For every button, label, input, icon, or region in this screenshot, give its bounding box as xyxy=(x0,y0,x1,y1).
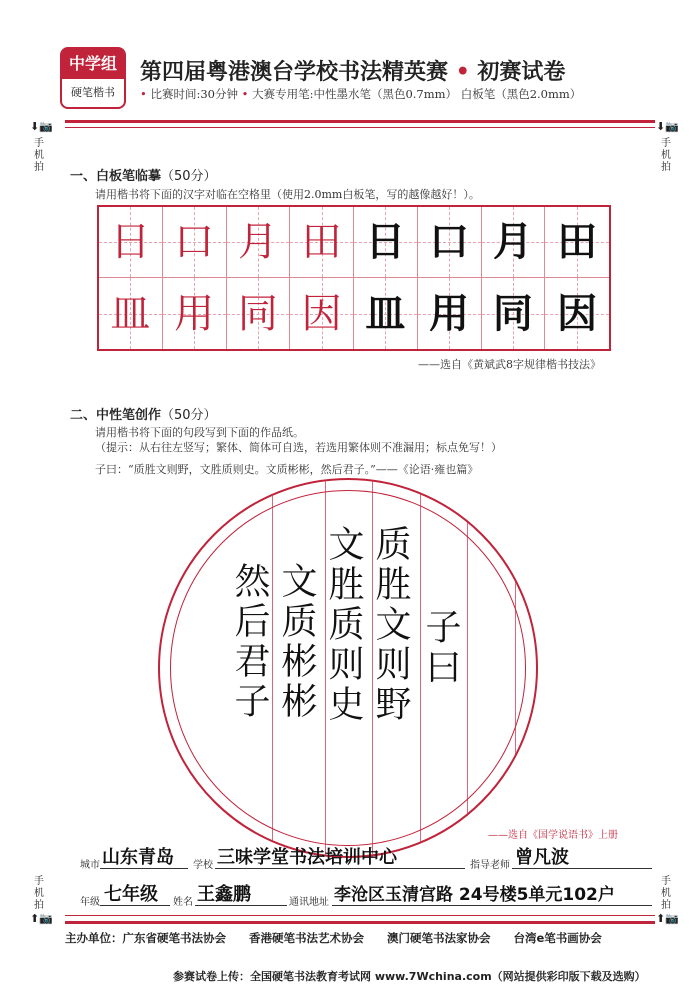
sub-time: 比赛时间:30分钟 xyxy=(150,87,238,101)
camera-icon: ⬆📷 xyxy=(30,912,53,925)
model-char: 同 xyxy=(237,290,278,337)
section2-title-text: 二、中性笔创作 xyxy=(70,408,162,423)
address-value: 李沧区玉清宫路 24号楼5单元102户 xyxy=(334,885,615,905)
written-char: 用 xyxy=(429,290,470,337)
written-char: 同 xyxy=(492,290,533,337)
host-organizations: 主办单位：广东省硬笔书法协会 香港硬笔书法艺术协会 澳门硬笔书法家协会 台湾e笔书画协会 xyxy=(65,931,602,945)
title-dot: • xyxy=(455,59,470,85)
model-char-cell xyxy=(227,278,291,349)
model-char-cell xyxy=(99,278,163,349)
category-badge xyxy=(60,47,126,109)
written-char-cell xyxy=(545,207,609,278)
written-char: 田 xyxy=(557,219,598,265)
written-char-cell xyxy=(354,278,418,349)
city-value: 山东青岛 xyxy=(102,847,174,868)
written-char: 口 xyxy=(429,219,470,265)
title-main: 第四届粤港澳台学校书法精英赛 xyxy=(140,59,449,85)
written-column: 然后君子 xyxy=(229,562,270,722)
camera-icon: ⬆📷 xyxy=(656,912,679,925)
written-char: 因 xyxy=(557,290,598,337)
side-label-right-top: 手机拍 xyxy=(661,138,671,173)
teacher-line xyxy=(512,868,652,869)
written-char-cell xyxy=(482,207,546,278)
bottom-rule-thin xyxy=(65,915,655,916)
address-label: 通讯地址 xyxy=(289,897,329,908)
section1-points: （50分） xyxy=(161,169,217,184)
written-char: 月 xyxy=(492,219,533,265)
side-label-right-bottom: 手机拍 xyxy=(661,876,671,911)
written-column: 文质彬彬 xyxy=(276,562,317,722)
badge-style: 硬笔楷书 xyxy=(71,86,115,99)
section2-instruction-2: （提示：从右往左竖写；繁体、简体可自选，若选用繁体则不准漏用；标点免写！） xyxy=(95,441,502,454)
section2-instruction-1: 请用楷书将下面的句段写到下面的作品纸。 xyxy=(95,426,304,439)
model-char: 月 xyxy=(237,219,278,265)
section1-source: ——选自《黄斌武8字规律楷书技法》 xyxy=(418,358,601,371)
name-value: 王鑫鹏 xyxy=(197,884,251,905)
school-label: 学校 xyxy=(193,860,213,871)
model-char-cell xyxy=(99,207,163,278)
section2-points: （50分） xyxy=(161,408,217,423)
side-label-left-bottom: 手机拍 xyxy=(34,876,44,911)
camera-icon: ⬇📷 xyxy=(30,120,53,133)
model-char: 用 xyxy=(174,290,215,337)
model-char: 口 xyxy=(174,219,215,265)
school-line xyxy=(215,868,465,869)
camera-icon: ⬇📷 xyxy=(656,120,679,133)
model-char-cell xyxy=(163,278,227,349)
side-label-left-top: 手机拍 xyxy=(34,138,44,173)
top-rule-thin xyxy=(65,127,655,128)
grade-line xyxy=(100,905,170,906)
model-char-cell xyxy=(163,207,227,278)
written-column: 文胜质则史 xyxy=(323,525,364,725)
top-rule xyxy=(65,120,655,123)
section2-source: ——选自《国学说语书》上册 xyxy=(488,830,618,841)
city-line xyxy=(100,868,188,869)
section1-title-text: 一、白板笔临摹 xyxy=(70,169,162,184)
teacher-value: 曾凡波 xyxy=(515,847,569,868)
section2-quote: 子曰：“质胜文则野，文胜质则史。文质彬彬，然后君子。”——《论语·雍也篇》 xyxy=(95,463,479,476)
written-char-cell xyxy=(545,278,609,349)
teacher-label: 指导老师 xyxy=(470,860,510,871)
sub-pens: 大赛专用笔:中性墨水笔（黑色0.7mm） 白板笔（黑色2.0mm） xyxy=(252,87,582,101)
section1-title xyxy=(70,165,217,184)
model-char: 因 xyxy=(301,290,342,337)
section1-instruction: 请用楷书将下面的汉字对临在空格里（使用2.0mm白板笔，写的越像越好！）。 xyxy=(95,188,480,201)
model-char-cell xyxy=(290,207,354,278)
written-char: 日 xyxy=(365,219,406,265)
written-char: 皿 xyxy=(365,290,406,337)
subtitle xyxy=(140,86,581,102)
bottom-rule xyxy=(65,921,655,924)
section2-title xyxy=(70,404,217,423)
grade-label: 年级 xyxy=(80,897,100,908)
written-column: 子曰 xyxy=(420,608,461,688)
written-char-cell xyxy=(482,278,546,349)
work-paper-inner-ring xyxy=(170,490,526,846)
address-line xyxy=(332,905,652,906)
school-value: 三味学堂书法培训中心 xyxy=(217,847,397,868)
badge-category: 中学组 xyxy=(62,49,124,79)
city-label: 城市 xyxy=(80,860,100,871)
model-char-cell xyxy=(227,207,291,278)
grade-value: 七年级 xyxy=(104,884,158,905)
sub-dot-2: • xyxy=(241,87,249,101)
model-char: 日 xyxy=(110,219,151,265)
written-column: 质胜文则野 xyxy=(370,525,411,725)
upload-note: 参赛试卷上传：全国硬笔书法教育考试网 www.7Wchina.com（网站提供彩印版下载及选购） xyxy=(173,970,646,983)
page-title xyxy=(140,55,565,86)
written-char-cell xyxy=(418,278,482,349)
name-label: 姓名 xyxy=(173,897,193,908)
model-char: 田 xyxy=(301,219,342,265)
name-line xyxy=(195,905,287,906)
model-char-cell xyxy=(290,278,354,349)
written-char-cell xyxy=(418,207,482,278)
written-char-cell xyxy=(354,207,418,278)
practice-grid xyxy=(97,205,611,351)
model-char: 皿 xyxy=(110,290,151,337)
title-tail: 初赛试卷 xyxy=(477,59,566,85)
sub-dot-1: • xyxy=(140,87,147,101)
